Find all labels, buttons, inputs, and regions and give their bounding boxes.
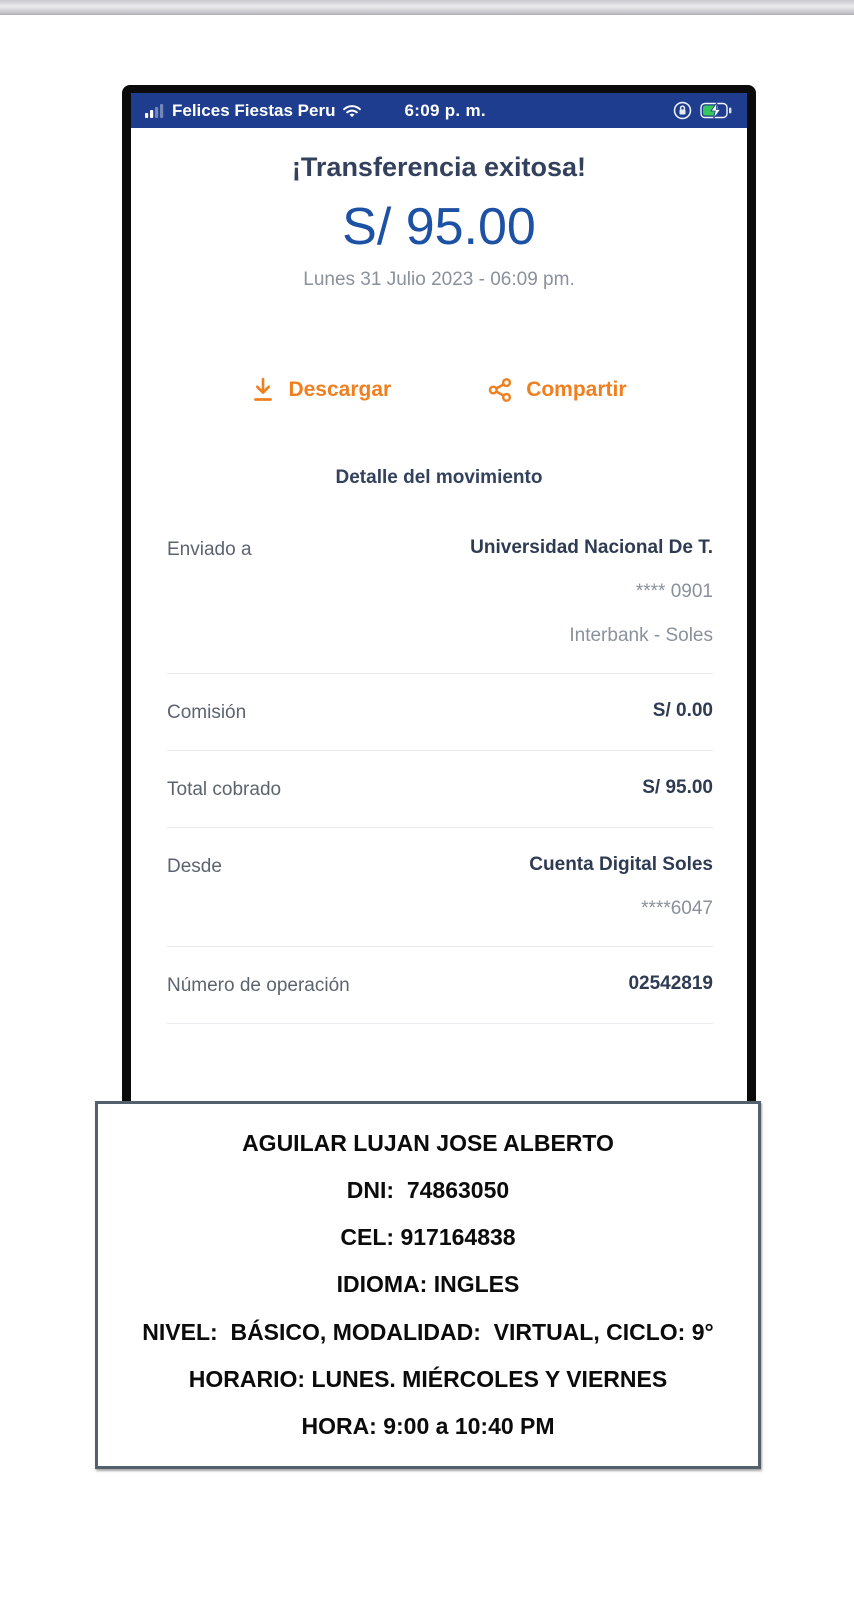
recipient-account-masked: **** 0901	[635, 581, 713, 602]
student-cel: CEL: 917164838	[340, 1224, 516, 1251]
row-total-cobrado	[167, 751, 713, 828]
signal-bars-icon	[145, 104, 165, 118]
row-enviado-a	[167, 511, 713, 674]
student-name: AGUILAR LUJAN JOSE ALBERTO	[242, 1130, 614, 1157]
student-horario: HORARIO: LUNES. MIÉRCOLES Y VIERNES	[188, 1365, 668, 1392]
carrier-label: Felices Fiestas Peru	[172, 100, 336, 120]
student-idioma: IDIOMA: INGLES	[336, 1271, 520, 1298]
phone-frame	[122, 85, 756, 1105]
action-buttons-row	[131, 377, 747, 403]
status-bar	[131, 93, 747, 128]
share-icon	[487, 377, 513, 403]
download-icon	[251, 377, 275, 403]
battery-charging-icon	[700, 102, 733, 119]
row-desde	[167, 828, 713, 947]
share-label: Compartir	[526, 378, 627, 401]
row-label: Total cobrado	[167, 779, 282, 800]
movement-detail-heading: Detalle del movimiento	[335, 467, 543, 488]
commission-amount: S/ 0.00	[652, 700, 713, 721]
row-label: Comisión	[167, 702, 247, 723]
row-comision	[167, 674, 713, 751]
download-label: Descargar	[288, 378, 392, 401]
share-button[interactable]	[487, 377, 626, 403]
total-charged-amount: S/ 95.00	[642, 777, 713, 798]
detail-rows	[131, 511, 747, 1024]
recipient-name: Universidad Nacional De T.	[470, 537, 713, 558]
row-label: Número de operación	[167, 975, 350, 996]
row-label: Desde	[167, 856, 222, 877]
window-top-edge	[0, 0, 854, 15]
operation-number: 02542819	[628, 973, 713, 994]
student-dni: DNI: 74863050	[346, 1177, 510, 1204]
row-numero-operacion	[167, 947, 713, 1024]
orientation-lock-icon	[673, 101, 692, 120]
student-info-box	[95, 1101, 761, 1469]
transfer-datetime: Lunes 31 Julio 2023 - 06:09 pm.	[303, 269, 575, 290]
clock-label: 6:09 p. m.	[404, 100, 486, 120]
transfer-success-title: ¡Transferencia exitosa!	[291, 152, 587, 182]
student-hora: HORA: 9:00 a 10:40 PM	[301, 1412, 555, 1439]
source-account-name: Cuenta Digital Soles	[529, 854, 713, 875]
source-account-masked: ****6047	[641, 898, 713, 919]
recipient-bank: Interbank - Soles	[569, 625, 713, 646]
phone-screen	[131, 93, 747, 1105]
transfer-amount: S/ 95.00	[342, 198, 536, 256]
row-label: Enviado a	[167, 539, 252, 560]
wifi-icon	[342, 103, 362, 118]
student-nivel-modalidad-ciclo: NIVEL: BÁSICO, MODALIDAD: VIRTUAL, CICLO: 9°	[142, 1318, 714, 1345]
download-button[interactable]	[251, 377, 391, 403]
